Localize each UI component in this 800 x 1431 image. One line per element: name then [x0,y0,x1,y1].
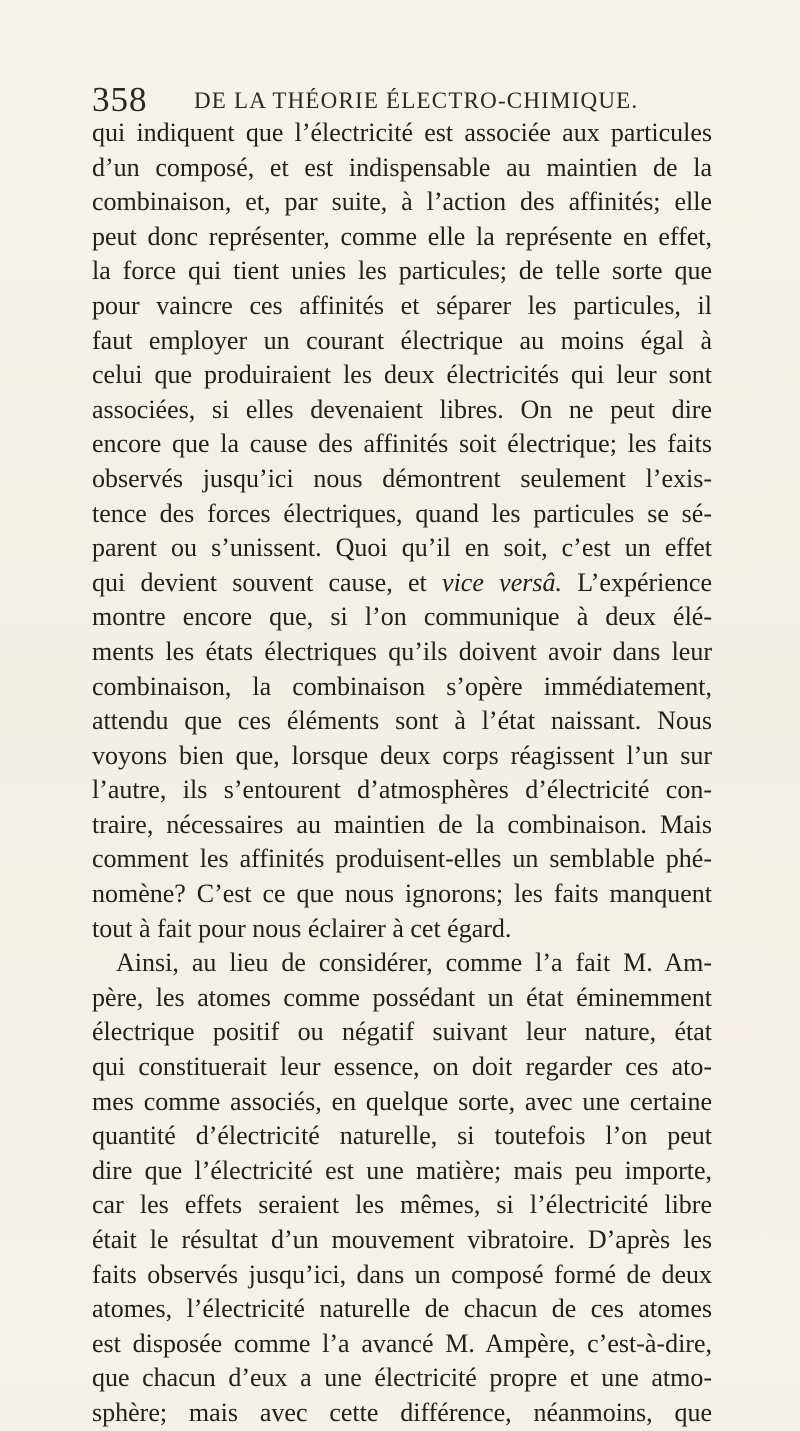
text-segment: qui devient souvent cause, et [92,567,427,597]
text-line: est disposée comme l’a avancé M. Ampère, c’est-à-dire, [92,1328,712,1358]
text-line: comment les affinités produisent-elles un semblable phé- [92,844,712,874]
text-line: nomène? C’est ce que nous ignorons; les faits manquent [92,879,712,909]
text-line-mixed [92,566,712,601]
paragraph-start-line: Ainsi, au lieu de considérer, comme l’a fait M. Am- [116,948,712,978]
text-line: quantité d’électricité naturelle, si toutefois l’on peut [92,1121,712,1151]
text-line: celui que produiraient les deux électricités qui leur sont [92,360,712,390]
text-line: combinaison, et, par suite, à l’action des affinités; elle [92,187,712,217]
text-line: traire, nécessaires au maintien de la combinaison. Mais [92,809,712,839]
text-line: observés jusqu’ici nous démontrent seulement l’exis- [92,463,712,493]
text-line: dire que l’électricité est une matière; mais peu importe, [92,1155,712,1185]
text-line: qui constituerait leur essence, on doit regarder ces ato- [92,1052,712,1082]
text-line: parent ou s’unissent. Quoi qu’il en soit, c’est un effet [92,533,712,563]
text-line: voyons bien que, lorsque deux corps réagissent l’un sur [92,740,712,770]
text-line: pour vaincre ces affinités et séparer les particules, il [92,290,712,320]
text-line: encore que la cause des affinités soit électrique; les faits [92,429,712,459]
text-line: atomes, l’électricité naturelle de chacun de ces atomes [92,1294,712,1324]
text-line: père, les atomes comme possédant un état éminemment [92,982,712,1012]
text-line: sphère; mais avec cette différence, néanmoins, que [92,1397,712,1427]
text-line: que chacun d’eux a une électricité propre et une atmo- [92,1363,712,1393]
text-segment: L’expérience [577,567,712,597]
italic-phrase: vice versâ. [442,567,562,597]
body-text [92,116,712,1431]
text-line: tence des forces électriques, quand les particules se sé- [92,498,712,528]
text-line: d’un composé, et est indispensable au maintien de la [92,152,712,182]
text-line: électrique positif ou négatif suivant leur nature, état [92,1017,712,1047]
running-head: DE LA THÉORIE ÉLECTRO-CHIMIQUE. [194,88,639,113]
text-line: associées, si elles devenaient libres. On ne peut dire [92,394,712,424]
text-line: faut employer un courant électrique au moins égal à [92,325,712,355]
text-line: l’autre, ils s’entourent d’atmosphères d’électricité con- [92,775,712,805]
text-line: la force qui tient unies les particules; de telle sorte que [92,256,712,286]
text-line: faits observés jusqu’ici, dans un composé formé de deux [92,1259,712,1289]
text-line: peut donc représenter, comme elle la représente en effet, [92,221,712,251]
text-line: montre encore que, si l’on communique à deux élé- [92,602,712,632]
text-line: attendu que ces éléments sont à l’état naissant. Nous [92,706,712,736]
text-line: tout à fait pour nous éclairer à cet égard. [92,913,512,943]
text-line: était le résultat d’un mouvement vibratoire. D’après les [92,1225,712,1254]
text-line: car les effets seraient les mêmes, si l’électricité libre [92,1190,712,1220]
text-line: ments les états électriques qu’ils doivent avoir dans leur [92,636,712,666]
text-line: combinaison, la combinaison s’opère immédiatement, [92,671,712,701]
text-line: qui indiquent que l’électricité est associée aux particules [92,118,712,147]
page-number: 358 [92,80,148,119]
text-line: mes comme associés, en quelque sorte, avec une certaine [92,1086,712,1116]
